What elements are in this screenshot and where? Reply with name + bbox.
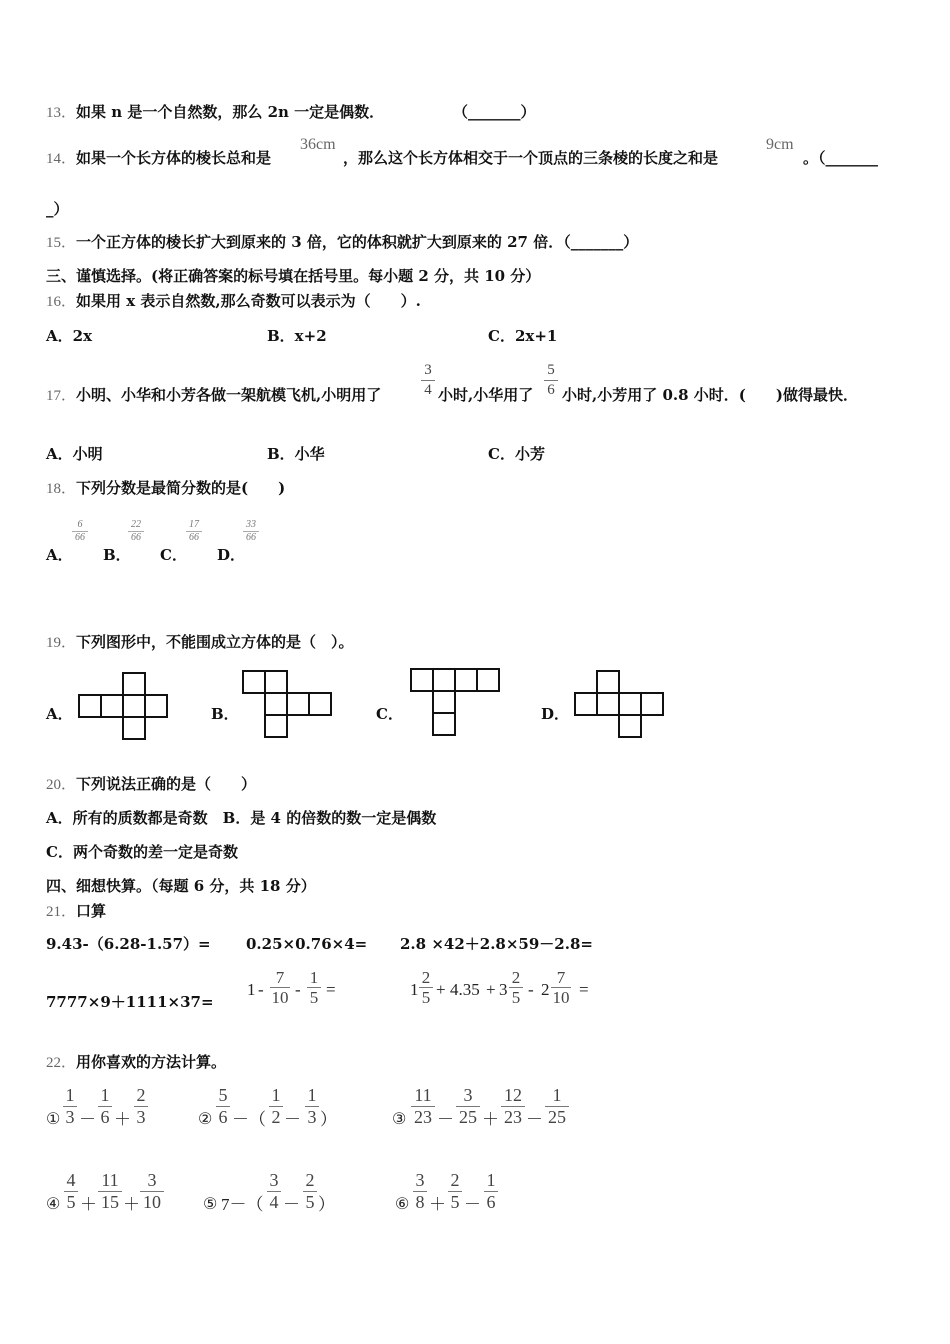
option-c[interactable]: C．	[160, 546, 187, 564]
q18-line	[46, 479, 285, 498]
minus-sign: -	[528, 980, 534, 999]
plus-sign: +	[436, 980, 446, 999]
minus-sign: -	[295, 980, 301, 999]
q14-line	[46, 149, 271, 168]
minus-sign: －	[283, 1195, 300, 1214]
item-mark: ③	[392, 1111, 407, 1128]
question-text: 下列说法正确的是（ ）	[76, 775, 257, 793]
q20-line	[46, 775, 256, 794]
length-image-36cm: 36cm	[300, 136, 336, 153]
question-text: 小明、小华和小芳各做一架航模飞机,小明用了	[76, 386, 382, 404]
fraction-17-66: 17 66	[186, 520, 202, 543]
option-a[interactable]: A．2x	[46, 327, 93, 345]
question-text: 如果用 x 表示自然数,那么奇数可以表示为（ ）.	[76, 292, 421, 310]
calc-number: 1	[410, 980, 419, 999]
close-paren: ）	[318, 1195, 335, 1214]
fraction-4-5: 4 5	[64, 1171, 78, 1212]
fraction-1-6: 1 6	[98, 1086, 112, 1127]
question-text: ，那么这个长方体相交于一个顶点的三条棱的长度之和是	[343, 149, 719, 167]
equals-sign: =	[579, 980, 589, 999]
question-number: 18．	[46, 481, 77, 497]
question-text: 小时,小芳用了 0.8 小时．( )做得最快．	[562, 386, 858, 404]
question-text: 如果一个长方体的棱长总和是	[76, 149, 272, 167]
q15-line	[46, 233, 638, 252]
option-b[interactable]: B．小华	[267, 445, 325, 463]
fraction-1-3: 1 3	[63, 1086, 77, 1127]
question-number: 21．	[46, 904, 77, 920]
option-b[interactable]: B．	[211, 705, 239, 723]
plus-sign: ＋	[123, 1195, 140, 1214]
minus-sign: －	[437, 1110, 454, 1129]
calc-prefix: 7－（	[221, 1195, 264, 1214]
calc-expression: 9.43-（6.28-1.57）=	[46, 935, 211, 953]
fraction-2-5: 2 5	[303, 1171, 317, 1212]
fraction-3-10: 3 10	[140, 1171, 164, 1212]
minus-sign: -	[258, 980, 264, 999]
cube-net-d	[573, 670, 667, 742]
fraction-22-66: 22 66	[128, 520, 144, 543]
section-heading: 三、谨慎选择。(将正确答案的标号填在括号里。每小题 2 分，共 10 分）	[46, 267, 541, 285]
calc-number: 2	[541, 980, 550, 999]
q16-line	[46, 292, 421, 311]
item-mark: ⑥	[395, 1196, 410, 1213]
option-a[interactable]: A．	[46, 546, 73, 564]
q19-line	[46, 633, 354, 652]
q21-line	[46, 902, 106, 921]
question-number: 16．	[46, 294, 77, 310]
option-ab[interactable]: A．所有的质数都是奇数 B．是 4 的倍数的数一定是偶数	[46, 809, 437, 827]
fraction-11-15: 11 15	[98, 1171, 122, 1212]
fraction-2-3: 2 3	[134, 1086, 148, 1127]
minus-sign: －	[284, 1110, 301, 1129]
plus-sign: +	[486, 980, 496, 999]
cube-net-a	[77, 672, 169, 742]
fraction-1-25: 1 25	[545, 1086, 569, 1127]
option-c[interactable]: C．小芳	[488, 445, 545, 463]
answer-blank[interactable]: （_______）	[453, 103, 536, 121]
question-number: 14．	[46, 151, 77, 167]
close-paren: ）	[320, 1110, 337, 1129]
fraction-11-23: 11 23	[411, 1086, 435, 1127]
question-text: 用你喜欢的方法计算。	[76, 1053, 227, 1071]
q17-line	[46, 386, 381, 405]
fraction-3-4: 3 4	[421, 362, 435, 399]
calc-expression: 2.8 ×42＋2.8×59－2.8=	[400, 935, 593, 953]
minus-sign: －	[526, 1110, 543, 1129]
question-number: 13．	[46, 105, 77, 121]
minus-sign: －	[79, 1110, 96, 1129]
calc-number: 1	[247, 980, 256, 999]
length-image-9cm: 9cm	[766, 136, 794, 153]
calc-number: 4.35	[450, 980, 480, 999]
question-number: 20．	[46, 777, 77, 793]
question-number: 17．	[46, 388, 77, 404]
fraction-5-6: 5 6	[544, 362, 558, 399]
option-d[interactable]: D．	[541, 705, 570, 723]
fraction-3-8: 3 8	[413, 1171, 427, 1212]
question-text: 口算	[76, 902, 107, 920]
answer-blank[interactable]: 。（_______	[803, 149, 879, 167]
fraction-1-2: 1 2	[269, 1086, 283, 1127]
question-text: 下列图形中，不能围成立方体的是（ ）。	[76, 633, 354, 651]
equals-sign: =	[326, 980, 336, 999]
question-text: 小时,小华用了	[438, 386, 534, 404]
fraction-1-6: 1 6	[484, 1171, 498, 1212]
fraction-1-5: 1 5	[307, 969, 321, 1006]
option-b[interactable]: B．x+2	[267, 327, 327, 345]
cube-net-b	[241, 670, 333, 740]
fraction-7-10: 7 10	[271, 968, 289, 1007]
fraction-12-23: 12 23	[501, 1086, 525, 1127]
item-mark: ②	[198, 1111, 213, 1128]
plus-sign: ＋	[429, 1195, 446, 1214]
fraction-2-5: 2 5	[509, 969, 523, 1006]
plus-sign: ＋	[482, 1110, 499, 1129]
option-c[interactable]: C．	[376, 705, 403, 723]
question-text: 一个正方体的棱长扩大到原来的 3 倍，它的体积就扩大到原来的 27 倍．（_______）	[76, 233, 639, 251]
fraction-2-5: 2 5	[419, 969, 433, 1006]
item-mark: ①	[46, 1111, 61, 1128]
answer-blank-tail: _）	[46, 200, 69, 218]
minus-sign: －	[464, 1195, 481, 1214]
fraction-3-25: 3 25	[456, 1086, 480, 1127]
section-heading: 四、细想快算。（每题 6 分，共 18 分）	[46, 877, 316, 895]
fraction-1-3: 1 3	[305, 1086, 319, 1127]
fraction-33-66: 33 66	[243, 520, 259, 543]
question-number: 15．	[46, 235, 77, 251]
option-c[interactable]: C．两个奇数的差一定是奇数	[46, 843, 238, 861]
question-text: 如果 n 是一个自然数，那么 2n 一定是偶数．	[76, 103, 385, 121]
calc-expression: 0.25×0.76×4=	[246, 935, 368, 953]
q22-line	[46, 1053, 226, 1072]
fraction-7-10: 7 10	[552, 968, 570, 1007]
fraction-5-6: 5 6	[216, 1086, 230, 1127]
option-a[interactable]: A．小明	[46, 445, 103, 463]
cube-net-c	[409, 668, 501, 740]
plus-sign: ＋	[80, 1195, 97, 1214]
calc-number: 3	[499, 980, 508, 999]
fraction-6-66: 6 66	[72, 520, 88, 543]
item-mark: ④	[46, 1196, 61, 1213]
option-c[interactable]: C．2x+1	[488, 327, 558, 345]
question-number: 22．	[46, 1055, 77, 1071]
plus-sign: ＋	[114, 1110, 131, 1129]
option-b[interactable]: B．	[103, 546, 131, 564]
q13-line	[46, 103, 384, 122]
fraction-3-4: 3 4	[267, 1171, 281, 1212]
calc-expression: 7777×9＋1111×37=	[46, 993, 214, 1011]
option-d[interactable]: D．	[217, 546, 246, 564]
question-number: 19．	[46, 635, 77, 651]
minus-paren: －（	[232, 1110, 266, 1129]
item-mark: ⑤	[203, 1196, 218, 1213]
fraction-2-5: 2 5	[448, 1171, 462, 1212]
option-a[interactable]: A．	[46, 705, 73, 723]
question-text: 下列分数是最简分数的是( )	[76, 479, 286, 497]
